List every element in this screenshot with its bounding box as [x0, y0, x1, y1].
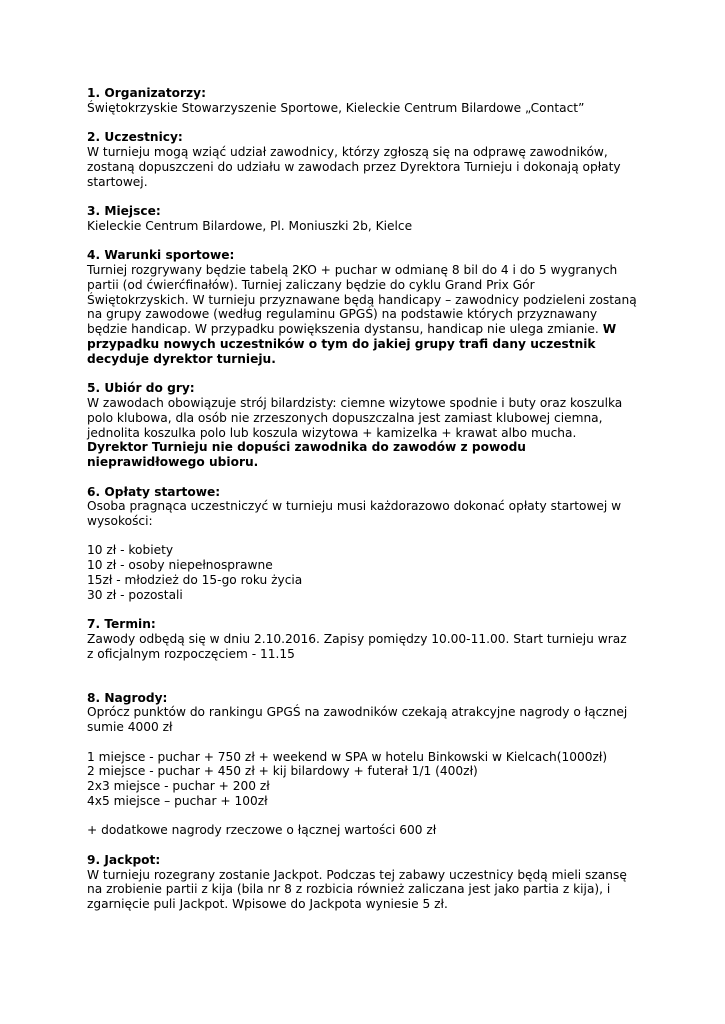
section-text-line: Turniej rozgrywany będzie tabelą 2KO + puchar w odmianę 8 bil do 4 i do 5 wygranych: [87, 262, 618, 277]
section-text-line: Zawody odbędą się w dniu 2.10.2016. Zapisy pomiędzy 10.00-11.00. Start turnieju wraz: [87, 632, 627, 647]
fee-item: 15zł - młodzież do 15-go roku życia: [87, 573, 303, 588]
bold-text-line: decyduje dyrektor turnieju.: [87, 351, 276, 366]
bold-text-segment: W: [602, 322, 617, 337]
section-participants: [87, 130, 662, 189]
section-text-line: W zawodach obowiązuje strój bilardzisty: ciemne wizytowe spodnie i buty oraz koszulka: [87, 395, 623, 410]
section-text-line: partii (od ćwierćfinałów). Turniej zaliczany będzie do cyklu Grand Prix Gór: [87, 277, 535, 292]
section-text-segment: będzie handicap. W przypadku powiększenia dystansu, handicap nie ulega zmianie.: [87, 322, 599, 337]
document-page: [87, 86, 662, 912]
prize-item: 1 miejsce - puchar + 750 zł + weekend w SPA w hotelu Binkowski w Kielcach(1000zł): [87, 749, 608, 764]
bold-text-line: nieprawidłowego ubioru.: [87, 455, 259, 470]
section-text-line: startowej.: [87, 174, 148, 189]
bold-text-line: przypadku nowych uczestników o tym do jakiej grupy trafi dany uczestnik: [87, 336, 596, 351]
prize-item: 2x3 miejsce - puchar + 200 zł: [87, 779, 270, 794]
section-text-line: W turnieju mogą wziąć udział zawodnicy, którzy zgłoszą się na odprawę zawodników,: [87, 144, 608, 159]
section-text-line: Świętokrzyskie Stowarzyszenie Sportowe, Kieleckie Centrum Bilardowe „Contact”: [87, 100, 585, 115]
section-heading: 1. Organizatorzy:: [87, 86, 206, 100]
section-text-line: sumie 4000 zł: [87, 720, 173, 735]
section-date: [87, 617, 662, 661]
section-text-line: W turnieju rozegrany zostanie Jackpot. Podczas tej zabawy uczestnicy będą mieli szansę: [87, 867, 627, 882]
section-text-line: polo klubowa, dla osób nie zrzeszonych dopuszczalna jest zamiast klubowej ciemna,: [87, 410, 603, 425]
section-text-line: wysokości:: [87, 514, 153, 529]
section-heading: 8. Nagrody:: [87, 690, 168, 705]
prize-item: 4x5 miejsce – puchar + 100zł: [87, 794, 268, 809]
fee-item: 30 zł - pozostali: [87, 587, 183, 602]
section-heading: 3. Miejsce:: [87, 203, 161, 218]
section-text-line: Osoba pragnąca uczestniczyć w turnieju musi każdorazowo dokonać opłaty startowej w: [87, 499, 622, 514]
section-jackpot: [87, 853, 662, 912]
section-dress-code: [87, 381, 662, 470]
section-heading: 7. Termin:: [87, 617, 156, 632]
prize-item: 2 miejsce - puchar + 450 zł + kij bilardowy + futerał 1/1 (400zł): [87, 764, 478, 779]
section-text-line: [87, 322, 662, 337]
section-text-line: Świętokrzyskich. W turnieju przyznawane będą handicapy – zawodnicy podzieleni zostaną: [87, 292, 637, 307]
section-text-line: Kieleckie Centrum Bilardowe, Pl. Moniuszki 2b, Kielce: [87, 218, 413, 233]
section-text-line: z oficjalnym rozpoczęciem - 11.15: [87, 646, 295, 661]
fee-item: 10 zł - kobiety: [87, 543, 174, 558]
fee-item: 10 zł - osoby niepełnosprawne: [87, 558, 273, 573]
section-heading: 4. Warunki sportowe:: [87, 248, 235, 263]
section-text-line: zgarnięcie puli Jackpot. Wpisowe do Jackpota wyniesie 5 zł.: [87, 897, 448, 912]
section-text-line: Oprócz punktów do rankingu GPGŚ na zawodników czekają atrakcyjne nagrody o łącznej: [87, 705, 628, 720]
section-text-line: na grupy zawodowe (według regulaminu GPGŚ) na podstawie których przyznawany: [87, 307, 598, 322]
extra-prizes-line: + dodatkowe nagrody rzeczowe o łącznej wartości 600 zł: [87, 823, 437, 838]
section-heading: 5. Ubiór do gry:: [87, 381, 195, 396]
section-entry-fees: [87, 485, 662, 603]
bold-text-line: Dyrektor Turnieju nie dopuści zawodnika do zawodów z powodu: [87, 440, 526, 455]
section-venue: [87, 204, 662, 234]
section-text-line: zostaną dopuszczeni do udziału w zawodach przez Dyrektora Turnieju i dokonają opłaty: [87, 159, 621, 174]
section-prizes: [87, 691, 662, 839]
section-heading: 2. Uczestnicy:: [87, 130, 183, 145]
section-text-line: jednolita koszulka polo lub koszula wizytowa + kamizelka + krawat albo mucha.: [87, 425, 577, 440]
section-organizers: [87, 86, 662, 116]
section-sport-conditions: [87, 248, 662, 366]
section-heading: 9. Jackpot:: [87, 852, 161, 867]
section-heading: 6. Opłaty startowe:: [87, 484, 221, 499]
section-text-line: na zrobienie partii z kija (bila nr 8 z rozbicia również zaliczana jest jako partia z kija), i: [87, 882, 611, 897]
